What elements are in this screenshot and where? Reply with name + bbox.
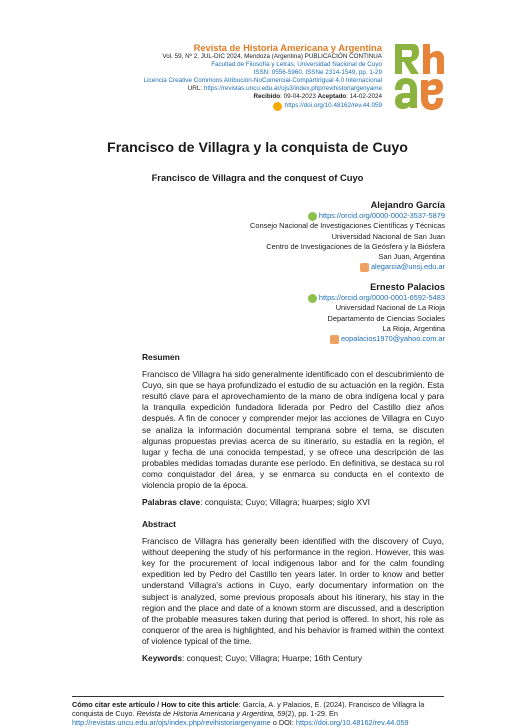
license-link[interactable]: Licencia Creative Commons Atribución-NoComercial-CompartirIgual 4.0 Internacional — [143, 77, 382, 85]
affiliation-line: San Juan, Argentina — [378, 252, 445, 262]
email-link[interactable]: eopalacios1970@yahoo.com.ar — [340, 334, 445, 344]
resumen-section — [142, 352, 444, 508]
keywords: Keywords: conquest; Cuyo; Villagra; Huarpe; 16th Century — [142, 653, 363, 664]
palabras-clave: Palabras clave: conquista; Cuyo; Villagra; huarpes; siglo XVI — [142, 497, 370, 508]
author-name: Ernesto Palacios — [370, 282, 445, 292]
affiliation-line: Centro de Investigaciones de la Geósfera y la Biósfera — [266, 241, 445, 251]
author-block-2 — [308, 281, 445, 344]
dates-line: Recibido: 09-04-2023 Aceptado: 14-02-2024 — [253, 93, 382, 101]
citation-url-link[interactable]: http://revistas.uncu.edu.ar/ojs/index.php/revihistoriargenyame — [72, 718, 271, 728]
journal-title: Revista de Historia Americana y Argentina — [193, 42, 382, 53]
email-link[interactable]: alegarcia@unsj.edu.ar — [370, 262, 445, 272]
orcid-link[interactable]: https://orcid.org/0000-0002-3537-5879 — [318, 211, 445, 220]
abstract-heading: Abstract — [142, 519, 176, 529]
doi-icon — [273, 102, 282, 111]
email-row — [308, 334, 445, 344]
author-block-1 — [250, 199, 445, 273]
resumen-heading: Resumen — [142, 352, 180, 362]
journal-url-link[interactable]: https://revistas.uncu.edu.ar/ojs3/index.php/revihistoriargenyame — [203, 85, 382, 93]
abstract-text: Francisco de Villagra has generally been identified with the discovery of Cuyo, without deepening the study of his performance in the region. However, this was key for the procurement of local indigenous labor and for the calm founding expedition led by Pedro del Castillo ten years later. In order to know and better understand Villagra's actions in Cuyo, early documentary information on the subject is analyzed, some previous proposals about his itinerary, his stay in the region and the place and date of a known storm are discussed, and a description of the probable measures taken during that period is offered. In short, his role as conqueror of the area is highlighted, and his behavior is framed within the context of violence typical of the time. — [142, 536, 444, 646]
affiliation-line: Departamento de Ciencias Sociales — [327, 313, 445, 323]
affiliation-line: Universidad Nacional de La Rioja — [335, 303, 445, 313]
mail-icon — [330, 335, 339, 344]
citation-block: Cómo citar este artículo / How to cite this article: García, A. y Palacios, E. (2024). Francisco de Villagra la conquista de Cuyo. Revista de Historia Americana y Argentina, 59(2), pp. 1-29. En http://revistas.uncu.edu.ar/ojs/index.php/revihistoriargenyame o DOI: https://doi.org/10.48162/rev.44.059 — [72, 696, 444, 728]
faculty-link[interactable]: Facultad de Filosofía y Letras, Universidad Nacional de Cuyo — [211, 61, 382, 69]
resumen-text: Francisco de Villagra ha sido generalmente identificado con el descubrimiento de Cuyo, sin que se haya profundizado el estudio de su actuación en la región. Esta resultó clave para el aprovechamiento de la mano de obra indígena local y para la tranquila expedición fundadora liderada por Pedro del Castillo diez años después. A fin de conocer y comprender mejor las acciones de Villagra en Cuyo se analiza la información documental temprana sobre el tema, se discuten algunas propuestas previas acerca de su itinerario, su estadía en la región, el lugar y fecha de una conocida tempestad, y se ofrece una descripción de las probables medidas tomadas durante ese período. En definitiva, se destaca su rol como conquistador del área, y se enmarca su conducta en el contexto de violencia propio de la época. — [142, 369, 444, 491]
issn-line[interactable]: ISSN: 0556-5960, ISSNe 2314-1549, pp. 1-29 — [253, 69, 382, 77]
abstract-section — [142, 519, 444, 664]
orcid-link[interactable]: https://orcid.org/0000-0001-6592-5483 — [318, 293, 445, 302]
orcid-row — [250, 211, 445, 221]
mail-icon — [360, 263, 369, 272]
orcid-icon — [308, 212, 317, 221]
doi-link[interactable]: https://doi.org/10.48162/rev.44.059 — [284, 102, 382, 110]
doi-row — [273, 102, 382, 111]
affiliation-line: Consejo Nacional de Investigaciones Científicas y Técnicas — [250, 221, 445, 231]
article-title: Francisco de Villagra y la conquista de Cuyo — [107, 140, 408, 156]
url-line: URL: https://revistas.uncu.edu.ar/ojs3/index.php/revihistoriargenyame — [187, 85, 382, 93]
journal-logo — [391, 40, 447, 112]
article-subtitle: Francisco de Villagra and the conquest of Cuyo — [151, 172, 364, 183]
journal-header — [144, 42, 382, 114]
orcid-icon — [308, 294, 317, 303]
affiliation-line: La Rioja, Argentina — [382, 323, 445, 333]
author-name: Alejandro García — [370, 200, 445, 210]
orcid-row — [308, 293, 445, 303]
volume-line: Vol. 59, Nº 2, JUL-DIC 2024, Mendoza (Argentina) PUBLICACIÓN CONTINUA — [162, 53, 382, 60]
email-row — [250, 262, 445, 272]
affiliation-line: Universidad Nacional de San Juan — [331, 231, 445, 241]
citation-doi-link[interactable]: https://doi.org/10.48162/rev.44.059 — [295, 718, 409, 728]
